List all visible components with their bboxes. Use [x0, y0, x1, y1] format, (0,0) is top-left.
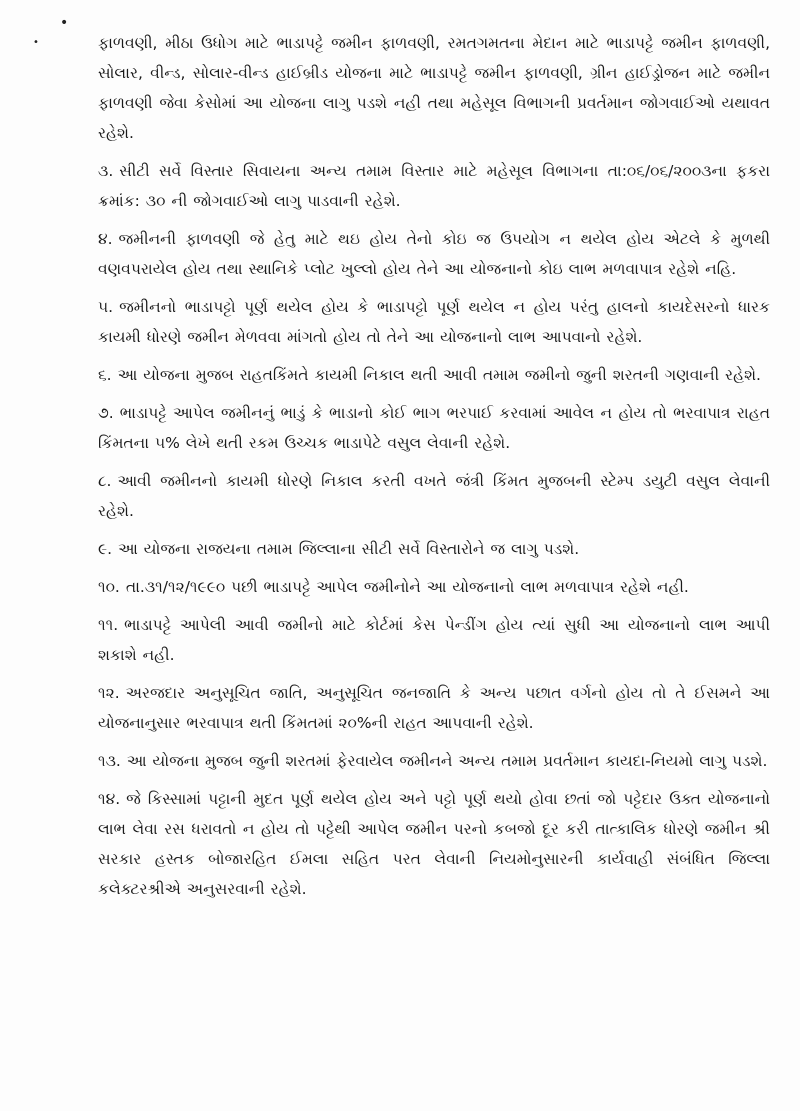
clause-text: જમીનની ફાળવણી જે હેતુ માટે થઇ હોય તેનો કોઇ જ ઉપયોગ ન થયેલ હોય એટલે કે મુળથી વણવપરાયેલ હોય તથા સ્થાનિકે પ્લોટ ખુલ્લો હોય તેને આ યોજનાનો કોઇ લાભ મળવાપાત્ર રહેશે નહિ. [98, 230, 770, 278]
clause-14 [98, 784, 770, 904]
clause-11 [98, 610, 770, 670]
clause-4 [98, 224, 770, 284]
clause-text: આ યોજના મુજબ રાહતકિંમતે કાયમી નિકાલ થતી આવી તમામ જમીનો જુની શરતની ગણવાની રહેશે. [117, 366, 761, 384]
clause-text: સીટી સર્વે વિસ્તાર સિવાયના અન્ય તમામ વિસ્તાર માટે મહેસૂલ વિભાગના તા:૦૬/૦૬/૨૦૦૩ના ફકરા ક્રમાંક: ૩૦ ની જોગવાઈઓ લાગુ પાડવાની રહેશે. [98, 162, 770, 210]
clause-number: ૫. [98, 298, 114, 316]
clause-7 [98, 398, 770, 458]
document-body [98, 28, 770, 912]
clause-text: તા.૩૧/૧૨/૧૯૯૦ પછી ભાડાપટ્ટે આપેલ જમીનોને આ યોજનાનો લાભ મળવાપાત્ર રહેશે નહી. [125, 578, 689, 596]
margin-dot: • [60, 15, 69, 31]
clause-number: ૬. [98, 366, 112, 384]
clause-8 [98, 466, 770, 526]
clause-5 [98, 292, 770, 352]
clause-text: ભાડાપટ્ટે આપેલ જમીનનું ભાડું કે ભાડાનો કોઈ ભાગ ભરપાઈ કરવામાં આવેલ ન હોય તો ભરવાપાત્ર રાહત કિંમતના ૫% લેખે થતી રકમ ઉચ્ચક ભાડાપેટે વસુલ લેવાની રહેશે. [98, 404, 770, 452]
clause-12 [98, 678, 770, 738]
margin-dot: • [33, 37, 39, 48]
clause-text: જમીનનો ભાડાપટ્ટો પૂર્ણ થયેલ હોય કે ભાડાપટ્ટો પૂર્ણ થયેલ ન હોય પરંતુ હાલનો કાયદેસરનો ધારક કાયમી ધોરણે જમીન મેળવવા માંગતો હોય તો તેને આ યોજનાનો લાભ આપવાનો રહેશે. [98, 298, 770, 346]
clause-number: ૩. [98, 162, 114, 180]
clause-13 [98, 746, 770, 776]
clause-text: ભાડાપટ્ટે આપેલી આવી જમીનો માટે કોર્ટમાં કેસ પેન્ડીંગ હોય ત્યાં સુધી આ યોજનાનો લાભ આપી શકાશે નહી. [98, 616, 770, 664]
intro-paragraph: ફાળવણી, મીઠા ઉધોગ માટે ભાડાપટ્ટે જમીન ફાળવણી, રમતગમતના મેદાન માટે ભાડાપટ્ટે જમીન ફાળવણી, સોલાર, વીન્ડ, સોલાર-વીન્ડ હાઈબ્રીડ યોજના માટે ભાડાપટ્ટે જમીન ફાળવણી, ગ્રીન હાઈડ્રોજન માટે જમીન ફાળવણી જેવા કેસોમાં આ યોજના લાગુ પડશે નહી તથા મહેસૂલ વિભાગની પ્રવર્તમાન જોગવાઈઓ યથાવત રહેશે. [98, 34, 770, 142]
clause-text: જે કિસ્સામાં પટ્ટાની મુદત પૂર્ણ થયેલ હોય અને પટ્ટો પૂર્ણ થયો હોવા છતાં જો પટ્ટેદાર ઉક્ત યોજનાનો લાભ લેવા રસ ધરાવતો ન હોય તો પટ્ટેથી આપેલ જમીન પરનો કબજો દૂર કરી તાત્કાલિક ધોરણે જમીન શ્રી સરકાર હસ્તક બોજારહિત ઈમલા સહિત પરત લેવાની નિયમોનુસારની કાર્યવાહી સંબંધિત જિલ્લા કલેક્ટરશ્રીએ અનુસરવાની રહેશે. [98, 790, 770, 898]
clause-text: આ યોજના મુજબ જુની શરતમાં ફેરવાયેલ જમીનને અન્ય તમામ પ્રવર્તમાન કાયદા-નિયમો લાગુ પડશે. [126, 752, 768, 770]
clause-text: અરજદાર અનુસૂચિત જાતિ, અનુસૂચિત જનજાતિ કે અન્ય પછાત વર્ગનો હોય તો તે ઈસમને આ યોજનાનુસાર ભરવાપાત્ર થતી કિંમતમાં ૨૦%ની રાહત આપવાની રહેશે. [98, 684, 770, 732]
clause-number: ૯. [98, 540, 113, 558]
clause-number: ૧૦. [98, 578, 120, 596]
clause-text: આવી જમીનનો કાયમી ધોરણે નિકાલ કરતી વખતે જંત્રી કિંમત મુજબની સ્ટેમ્પ ડયુટી વસુલ લેવાની રહેશે. [98, 472, 770, 520]
clause-3 [98, 156, 770, 216]
clause-number: ૧૧. [98, 616, 119, 634]
clause-text: આ યોજના રાજયના તમામ જિલ્લાના સીટી સર્વે વિસ્તારોને જ લાગુ પડશે. [118, 540, 580, 558]
clause-9 [98, 534, 770, 564]
clause-number: ૮. [98, 472, 112, 490]
clause-number: ૭. [98, 404, 114, 422]
clause-number: ૪. [98, 230, 113, 248]
clause-10 [98, 572, 770, 602]
clause-6 [98, 360, 770, 390]
clause-number: ૧૪. [98, 790, 121, 808]
clause-number: ૧૩. [98, 752, 121, 770]
clause-number: ૧૨. [98, 684, 120, 702]
